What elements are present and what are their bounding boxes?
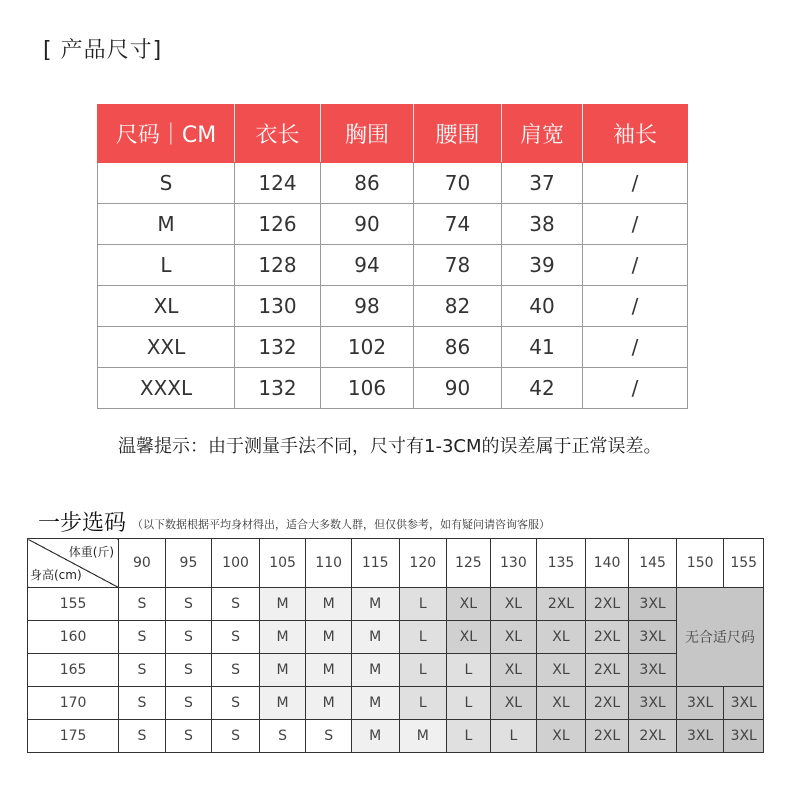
weight-header-cell: 95: [165, 539, 212, 588]
quick-pick-heading: [38, 506, 550, 537]
recommended-size-cell: M: [306, 588, 352, 621]
recommended-size-cell: M: [259, 687, 306, 720]
quick-pick-title: 一步选码: [38, 511, 127, 536]
height-row: [28, 621, 764, 654]
size-cell: 42: [502, 368, 583, 409]
weight-header-cell: 155: [724, 539, 764, 588]
recommended-size-cell: 2XL: [537, 588, 586, 621]
weight-header-row: [28, 539, 764, 588]
measurement-note: 温馨提示：由于测量手法不同，尺寸有1-3CM的误差属于正常误差。: [118, 436, 662, 457]
size-cell: 37: [502, 163, 583, 204]
recommended-size-cell: L: [399, 588, 447, 621]
weight-header-cell: 150: [676, 539, 724, 588]
recommended-size-cell: M: [351, 720, 399, 753]
height-row: [28, 654, 764, 687]
recommended-size-cell: XL: [537, 654, 586, 687]
recommended-size-cell: 2XL: [585, 621, 629, 654]
size-row: [98, 204, 688, 245]
recommended-size-cell: M: [351, 654, 399, 687]
header-size: 尺码｜CM: [98, 105, 235, 163]
height-row: [28, 687, 764, 720]
size-cell: 132: [235, 368, 321, 409]
recommended-size-cell: S: [259, 720, 306, 753]
recommended-size-cell: 2XL: [629, 720, 677, 753]
weight-header-cell: 105: [259, 539, 306, 588]
header-chest: 胸围: [321, 105, 414, 163]
recommended-size-cell: S: [119, 588, 166, 621]
recommended-size-cell: XL: [447, 588, 491, 621]
recommended-size-cell: XL: [537, 720, 586, 753]
size-cell: 90: [321, 204, 414, 245]
recommended-size-cell: M: [259, 621, 306, 654]
recommended-size-cell: 3XL: [676, 720, 724, 753]
quick-pick-table: [27, 538, 764, 753]
size-row: [98, 368, 688, 409]
size-cell: 86: [414, 327, 502, 368]
recommended-size-cell: S: [165, 720, 212, 753]
recommended-size-cell: M: [351, 687, 399, 720]
quick-pick-subtitle: （以下数据根据平均身材得出，适合大多数人群，但仅供参考，如有疑问请咨询客服）: [132, 518, 551, 531]
size-table-header: [98, 105, 688, 163]
recommended-size-cell: L: [399, 654, 447, 687]
height-axis-label: 身高(cm): [30, 568, 82, 582]
recommended-size-cell: M: [351, 588, 399, 621]
recommended-size-cell: XL: [490, 654, 537, 687]
recommended-size-cell: XL: [490, 621, 537, 654]
size-cell: 102: [321, 327, 414, 368]
recommended-size-cell: 2XL: [585, 687, 629, 720]
height-cell: 175: [28, 720, 119, 753]
height-cell: 170: [28, 687, 119, 720]
recommended-size-cell: S: [212, 720, 260, 753]
size-cell: /: [583, 327, 688, 368]
size-cell: 41: [502, 327, 583, 368]
section-title: [ 产品尺寸]: [43, 38, 163, 63]
header-sleeve: 袖长: [583, 105, 688, 163]
size-cell: 126: [235, 204, 321, 245]
recommended-size-cell: M: [399, 720, 447, 753]
recommended-size-cell: S: [119, 720, 166, 753]
recommended-size-cell: 2XL: [585, 720, 629, 753]
size-cell: 70: [414, 163, 502, 204]
height-cell: 160: [28, 621, 119, 654]
recommended-size-cell: XL: [537, 621, 586, 654]
height-cell: 165: [28, 654, 119, 687]
size-cell: M: [98, 204, 235, 245]
recommended-size-cell: 2XL: [585, 588, 629, 621]
recommended-size-cell: S: [119, 621, 166, 654]
size-cell: 40: [502, 286, 583, 327]
recommended-size-cell: L: [399, 621, 447, 654]
recommended-size-cell: XL: [537, 687, 586, 720]
size-cell: 98: [321, 286, 414, 327]
size-row: [98, 286, 688, 327]
recommended-size-cell: M: [259, 588, 306, 621]
size-cell: 38: [502, 204, 583, 245]
weight-header-cell: 140: [585, 539, 629, 588]
header-waist: 腰围: [414, 105, 502, 163]
recommended-size-cell: L: [447, 720, 491, 753]
recommended-size-cell: S: [119, 687, 166, 720]
size-cell: 86: [321, 163, 414, 204]
size-cell: 132: [235, 327, 321, 368]
recommended-size-cell: S: [165, 687, 212, 720]
height-cell: 155: [28, 588, 119, 621]
size-cell: /: [583, 204, 688, 245]
size-row: [98, 245, 688, 286]
recommended-size-cell: 3XL: [629, 588, 677, 621]
size-cell: L: [98, 245, 235, 286]
recommended-size-cell: L: [447, 654, 491, 687]
corner-cell: [28, 539, 119, 588]
weight-header-cell: 145: [629, 539, 677, 588]
height-row: [28, 720, 764, 753]
recommended-size-cell: M: [351, 621, 399, 654]
recommended-size-cell: S: [212, 588, 260, 621]
weight-header-cell: 120: [399, 539, 447, 588]
no-fit-cell: 无合适尺码: [676, 588, 763, 687]
size-cell: XL: [98, 286, 235, 327]
recommended-size-cell: 3XL: [676, 687, 724, 720]
size-cell: XXL: [98, 327, 235, 368]
size-cell: 94: [321, 245, 414, 286]
header-length: 衣长: [235, 105, 321, 163]
weight-header-cell: 100: [212, 539, 260, 588]
recommended-size-cell: 2XL: [585, 654, 629, 687]
size-cell: 106: [321, 368, 414, 409]
size-cell: XXXL: [98, 368, 235, 409]
weight-header-cell: 130: [490, 539, 537, 588]
recommended-size-cell: L: [490, 720, 537, 753]
size-cell: 82: [414, 286, 502, 327]
recommended-size-cell: S: [165, 588, 212, 621]
recommended-size-cell: M: [306, 654, 352, 687]
recommended-size-cell: 3XL: [629, 654, 677, 687]
weight-header-cell: 110: [306, 539, 352, 588]
size-cell: /: [583, 368, 688, 409]
recommended-size-cell: M: [306, 621, 352, 654]
recommended-size-cell: S: [212, 654, 260, 687]
size-cell: /: [583, 286, 688, 327]
recommended-size-cell: S: [212, 621, 260, 654]
size-table: [97, 104, 688, 409]
recommended-size-cell: M: [259, 654, 306, 687]
recommended-size-cell: S: [212, 687, 260, 720]
recommended-size-cell: M: [306, 687, 352, 720]
recommended-size-cell: S: [165, 621, 212, 654]
weight-header-cell: 135: [537, 539, 586, 588]
size-cell: 74: [414, 204, 502, 245]
recommended-size-cell: XL: [447, 621, 491, 654]
recommended-size-cell: L: [399, 687, 447, 720]
size-cell: 90: [414, 368, 502, 409]
recommended-size-cell: S: [306, 720, 352, 753]
size-row: [98, 327, 688, 368]
header-shoulder: 肩宽: [502, 105, 583, 163]
recommended-size-cell: 3XL: [629, 687, 677, 720]
size-cell: 78: [414, 245, 502, 286]
size-row: [98, 163, 688, 204]
size-cell: 124: [235, 163, 321, 204]
recommended-size-cell: XL: [490, 588, 537, 621]
size-cell: S: [98, 163, 235, 204]
recommended-size-cell: XL: [490, 687, 537, 720]
recommended-size-cell: 3XL: [724, 687, 764, 720]
size-cell: 128: [235, 245, 321, 286]
recommended-size-cell: S: [119, 654, 166, 687]
size-cell: /: [583, 245, 688, 286]
weight-header-cell: 125: [447, 539, 491, 588]
size-cell: 130: [235, 286, 321, 327]
size-cell: 39: [502, 245, 583, 286]
recommended-size-cell: S: [165, 654, 212, 687]
height-row: [28, 588, 764, 621]
recommended-size-cell: L: [447, 687, 491, 720]
size-cell: /: [583, 163, 688, 204]
recommended-size-cell: 3XL: [724, 720, 764, 753]
weight-header-cell: 115: [351, 539, 399, 588]
weight-axis-label: 体重(斤): [68, 545, 115, 559]
weight-header-cell: 90: [119, 539, 166, 588]
recommended-size-cell: 3XL: [629, 621, 677, 654]
